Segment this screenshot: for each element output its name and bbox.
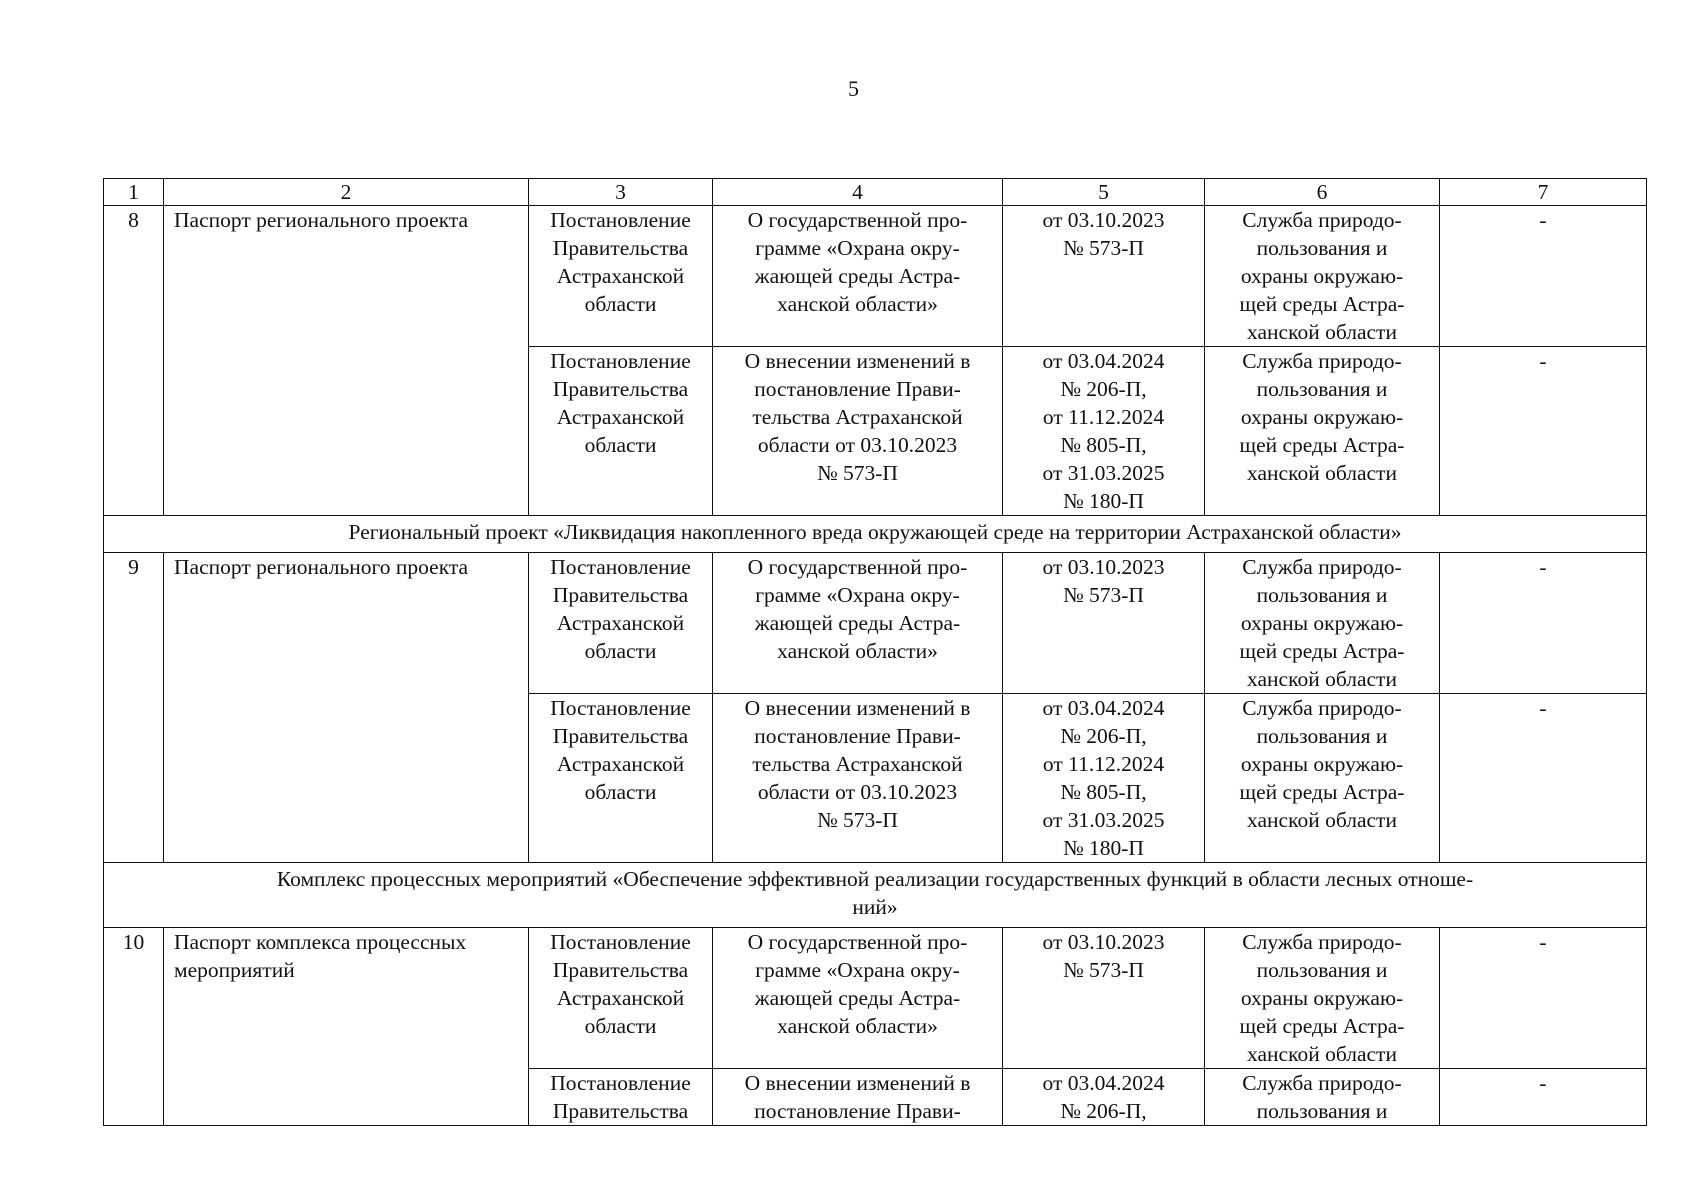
table-row bbox=[104, 553, 1647, 694]
header-cell: 5 bbox=[1003, 179, 1205, 206]
page-number: 5 bbox=[848, 76, 859, 101]
table-row bbox=[104, 206, 1647, 347]
act-type: Постановление Правительства Астраханской области bbox=[529, 694, 713, 863]
act-type: Постановление Правительства Астраханской области bbox=[529, 928, 713, 1069]
act-date-number: от 03.10.2023 № 573-П bbox=[1003, 206, 1205, 347]
table-row bbox=[104, 928, 1647, 1069]
responsible-body: Служба природо- пользования и охраны окружаю- щей среды Астра- ханской области bbox=[1205, 694, 1440, 863]
table-header-row bbox=[104, 179, 1647, 206]
act-date-number: от 03.04.2024 № 206-П, от 11.12.2024 № 805-П, от 31.03.2025 № 180-П bbox=[1003, 347, 1205, 516]
document-name: Паспорт регионального проекта bbox=[164, 206, 529, 516]
section-row bbox=[104, 516, 1647, 553]
responsible-body: Служба природо- пользования и охраны окружаю- щей среды Астра- ханской области bbox=[1205, 206, 1440, 347]
responsible-body: Служба природо- пользования и bbox=[1205, 1069, 1440, 1126]
act-title: О внесении изменений в постановление Прави- тельства Астраханской области от 03.10.2023 № 573-П bbox=[713, 694, 1003, 863]
header-cell: 4 bbox=[713, 179, 1003, 206]
header-cell: 7 bbox=[1440, 179, 1647, 206]
documents-table bbox=[103, 178, 1647, 1126]
responsible-body: Служба природо- пользования и охраны окружаю- щей среды Астра- ханской области bbox=[1205, 347, 1440, 516]
act-title: О государственной про- грамме «Охрана окру- жающей среды Астра- ханской области» bbox=[713, 206, 1003, 347]
document-name: Паспорт регионального проекта bbox=[164, 553, 529, 863]
header-cell: 6 bbox=[1205, 179, 1440, 206]
section-title: Комплекс процессных мероприятий «Обеспечение эффективной реализации государственных функций в области лесных отноше- ний» bbox=[104, 863, 1647, 928]
note-cell: - bbox=[1440, 1069, 1647, 1126]
section-title: Региональный проект «Ликвидация накопленного вреда окружающей среде на территории Астраханской области» bbox=[104, 516, 1647, 553]
header-cell: 2 bbox=[164, 179, 529, 206]
act-type: Постановление Правительства bbox=[529, 1069, 713, 1126]
note-cell: - bbox=[1440, 694, 1647, 863]
act-title: О внесении изменений в постановление Прави- тельства Астраханской области от 03.10.2023 № 573-П bbox=[713, 347, 1003, 516]
act-title: О государственной про- грамме «Охрана окру- жающей среды Астра- ханской области» bbox=[713, 553, 1003, 694]
act-title: О внесении изменений в постановление Прави- bbox=[713, 1069, 1003, 1126]
responsible-body: Служба природо- пользования и охраны окружаю- щей среды Астра- ханской области bbox=[1205, 928, 1440, 1069]
note-cell: - bbox=[1440, 347, 1647, 516]
act-date-number: от 03.04.2024 № 206-П, от 11.12.2024 № 805-П, от 31.03.2025 № 180-П bbox=[1003, 694, 1205, 863]
note-cell: - bbox=[1440, 553, 1647, 694]
act-type: Постановление Правительства Астраханской области bbox=[529, 553, 713, 694]
responsible-body: Служба природо- пользования и охраны окружаю- щей среды Астра- ханской области bbox=[1205, 553, 1440, 694]
act-date-number: от 03.04.2024 № 206-П, bbox=[1003, 1069, 1205, 1126]
document-name: Паспорт комплекса процессных мероприятий bbox=[164, 928, 529, 1126]
note-cell: - bbox=[1440, 206, 1647, 347]
header-cell: 1 bbox=[104, 179, 164, 206]
act-type: Постановление Правительства Астраханской области bbox=[529, 206, 713, 347]
act-type: Постановление Правительства Астраханской области bbox=[529, 347, 713, 516]
note-cell: - bbox=[1440, 928, 1647, 1069]
act-title: О государственной про- грамме «Охрана окру- жающей среды Астра- ханской области» bbox=[713, 928, 1003, 1069]
act-date-number: от 03.10.2023 № 573-П bbox=[1003, 553, 1205, 694]
act-date-number: от 03.10.2023 № 573-П bbox=[1003, 928, 1205, 1069]
row-number: 8 bbox=[104, 206, 164, 516]
row-number: 10 bbox=[104, 928, 164, 1126]
header-cell: 3 bbox=[529, 179, 713, 206]
row-number: 9 bbox=[104, 553, 164, 863]
section-row bbox=[104, 863, 1647, 928]
